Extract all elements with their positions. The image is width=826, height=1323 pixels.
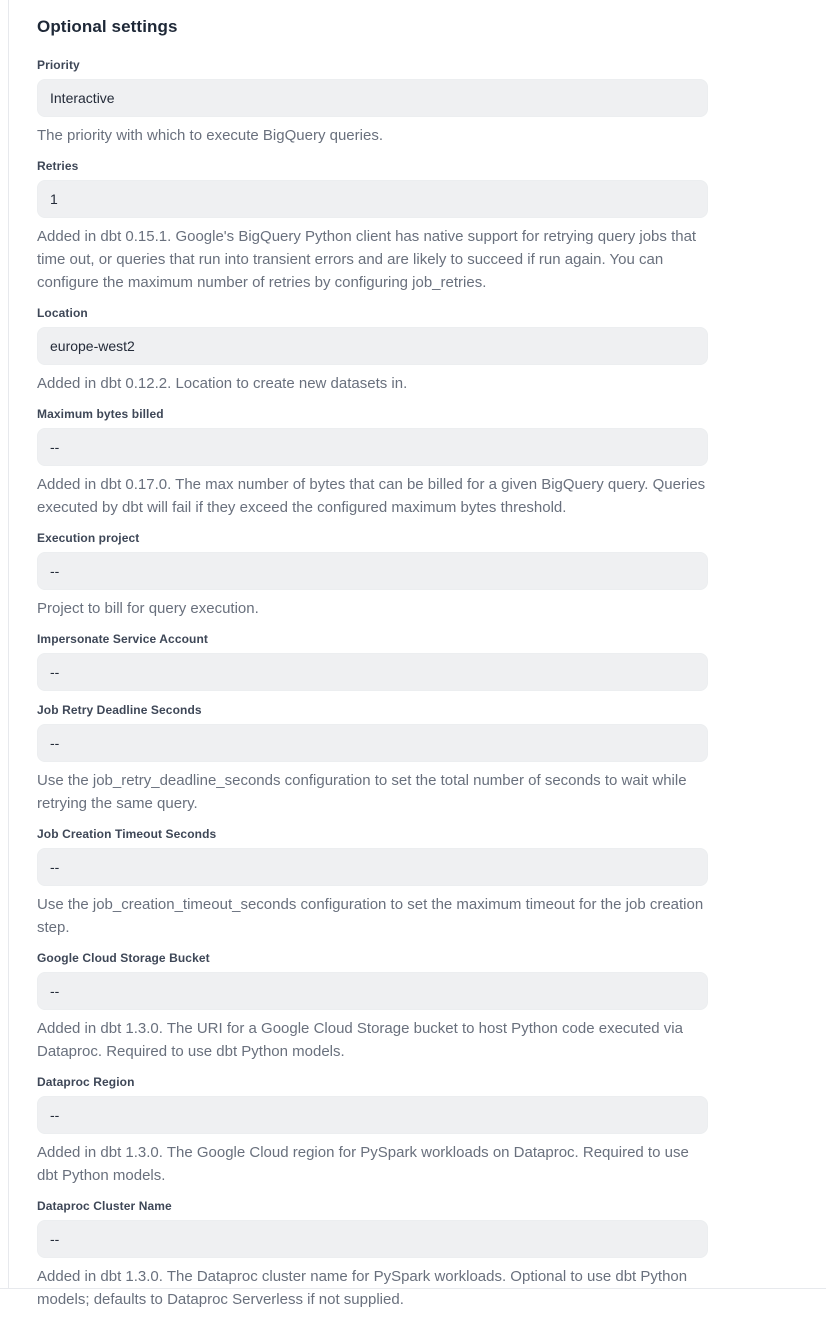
location-label: Location (37, 306, 88, 320)
retries-label: Retries (37, 159, 79, 173)
field-job-creation-timeout-seconds (37, 827, 708, 939)
priority-helper-text: The priority with which to execute BigQuery queries. (37, 127, 383, 144)
field-google-cloud-storage-bucket (37, 951, 708, 1063)
maximum-bytes-billed-label: Maximum bytes billed (37, 407, 164, 421)
job-creation-timeout-seconds-label: Job Creation Timeout Seconds (37, 827, 217, 841)
job-creation-timeout-seconds-input[interactable] (37, 848, 708, 886)
field-job-retry-deadline-seconds (37, 703, 708, 815)
field-impersonate-service-account (37, 632, 708, 691)
dataproc-cluster-name-label: Dataproc Cluster Name (37, 1199, 172, 1213)
job-creation-timeout-seconds-helper-text: Use the job_creation_timeout_seconds configuration to set the maximum timeout for the job creation step. (37, 896, 704, 936)
field-execution-project (37, 531, 708, 620)
dataproc-region-label: Dataproc Region (37, 1075, 135, 1089)
job-retry-deadline-seconds-label: Job Retry Deadline Seconds (37, 703, 202, 717)
google-cloud-storage-bucket-label: Google Cloud Storage Bucket (37, 951, 210, 965)
dataproc-region-helper-text: Added in dbt 1.3.0. The Google Cloud region for PySpark workloads on Dataproc. Required to use dbt Python models. (37, 1144, 689, 1184)
field-retries (37, 159, 708, 294)
field-dataproc-region (37, 1075, 708, 1187)
field-dataproc-cluster-name (37, 1199, 708, 1311)
impersonate-service-account-label: Impersonate Service Account (37, 632, 208, 646)
field-location (37, 306, 708, 395)
priority-label: Priority (37, 58, 80, 72)
execution-project-input[interactable] (37, 552, 708, 590)
retries-input[interactable] (37, 180, 708, 218)
location-input[interactable] (37, 327, 708, 365)
field-priority (37, 58, 708, 147)
retries-helper-text: Added in dbt 0.15.1. Google's BigQuery Python client has native support for retrying query jobs that time out, or queries that run into transient errors and are likely to succeed if run again. You can configure the maximum number of retries by configuring job_retries. (37, 228, 697, 291)
google-cloud-storage-bucket-helper-text: Added in dbt 1.3.0. The URI for a Google Cloud Storage bucket to host Python code executed via Dataproc. Required to use dbt Python models. (37, 1020, 683, 1060)
dataproc-cluster-name-helper-text: Added in dbt 1.3.0. The Dataproc cluster name for PySpark workloads. Optional to use dbt Python models; defaults to Dataproc Serverless if not supplied. (37, 1268, 688, 1308)
priority-input[interactable] (37, 79, 708, 117)
section-title: Optional settings (37, 17, 178, 36)
job-retry-deadline-seconds-input[interactable] (37, 724, 708, 762)
dataproc-region-input[interactable] (37, 1096, 708, 1134)
location-helper-text: Added in dbt 0.12.2. Location to create new datasets in. (37, 375, 408, 392)
execution-project-helper-text: Project to bill for query execution. (37, 600, 259, 617)
execution-project-label: Execution project (37, 531, 140, 545)
google-cloud-storage-bucket-input[interactable] (37, 972, 708, 1010)
settings-form (37, 58, 708, 1311)
maximum-bytes-billed-input[interactable] (37, 428, 708, 466)
left-panel-divider (8, 0, 9, 1289)
field-maximum-bytes-billed (37, 407, 708, 519)
maximum-bytes-billed-helper-text: Added in dbt 0.17.0. The max number of bytes that can be billed for a given BigQuery query. Queries executed by dbt will fail if they exceed the configured maximum bytes threshold. (37, 476, 706, 516)
dataproc-cluster-name-input[interactable] (37, 1220, 708, 1258)
job-retry-deadline-seconds-helper-text: Use the job_retry_deadline_seconds configuration to set the total number of seconds to wait while retrying the same query. (37, 772, 687, 812)
optional-settings-section (37, 16, 708, 1323)
impersonate-service-account-input[interactable] (37, 653, 708, 691)
